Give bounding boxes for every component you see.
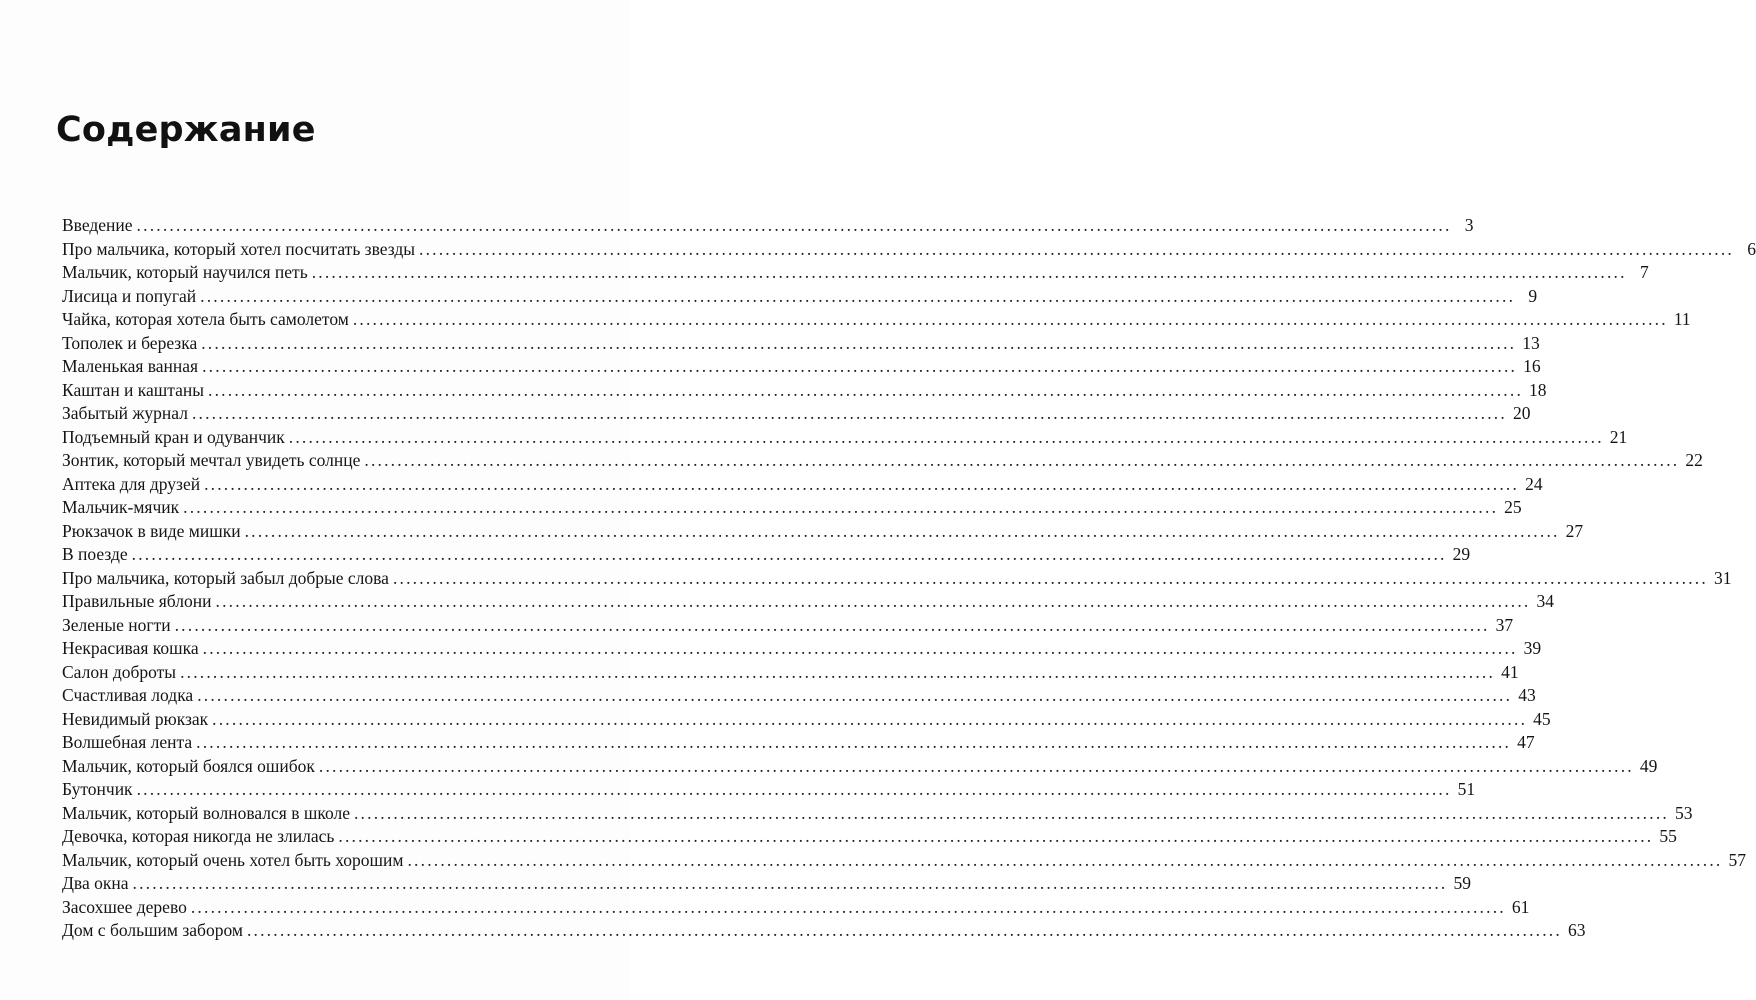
toc-entry-page-number: 61: [1511, 896, 1530, 917]
dot-leader: ........................................................................................................................................................................................................: [202, 638, 1518, 658]
toc-entry: [62, 520, 1584, 544]
toc-entry-title: Чайка, которая хотела быть самолетом: [62, 309, 349, 329]
toc-entry-page-number: 34: [1536, 591, 1554, 611]
toc-entry-page-number: 47: [1517, 732, 1535, 752]
toc-entry-title: Зонтик, который мечтал увидеть солнце: [62, 450, 361, 470]
toc-entry: [62, 379, 1547, 403]
dot-leader: ........................................................................................................................................................................................................: [191, 403, 1507, 423]
dot-leader: ........................................................................................................................................................................................................: [338, 826, 1654, 846]
toc-entry: [62, 849, 1746, 873]
dot-leader: ........................................................................................................................................................................................................: [202, 356, 1518, 376]
dot-leader: ........................................................................................................................................................................................................: [246, 920, 1562, 940]
toc-entry-page-number: 39: [1523, 638, 1542, 658]
toc-entry-title: Каштан и каштаны: [62, 379, 205, 400]
toc-entry-page-number: 7: [1639, 262, 1649, 282]
toc-entry: [62, 825, 1677, 849]
toc-entry: [62, 473, 1543, 497]
dot-leader: ........................................................................................................................................................................................................: [131, 544, 1447, 564]
dot-leader: ........................................................................................................................................................................................................: [288, 426, 1604, 447]
toc-entry: [62, 543, 1471, 567]
toc-entry: [62, 755, 1658, 779]
dot-leader: ........................................................................................................................................................................................................: [212, 708, 1528, 729]
toc-entry: [62, 684, 1536, 708]
toc-entry-title: Волшебная лента: [62, 732, 193, 752]
toc-entry: [62, 355, 1541, 379]
dot-leader: ........................................................................................................................................................................................................: [201, 332, 1517, 353]
toc-entry-title: Бутончик: [62, 779, 133, 799]
toc-entry: [62, 308, 1691, 332]
toc-entry: [62, 426, 1628, 450]
toc-entry-page-number: 24: [1525, 473, 1543, 494]
toc-entry-page-number: 18: [1529, 379, 1547, 400]
dot-leader: ........................................................................................................................................................................................................: [180, 661, 1496, 682]
page-title: Содержание: [56, 110, 316, 150]
toc-entry-page-number: 11: [1673, 309, 1691, 329]
toc-entry-title: Тополек и березка: [62, 332, 198, 353]
toc-entry-page-number: 63: [1567, 920, 1586, 940]
toc-entry-page-number: 59: [1453, 873, 1471, 893]
toc-entry: [62, 778, 1476, 802]
toc-entry-page-number: 53: [1674, 802, 1693, 823]
dot-leader: ........................................................................................................................................................................................................: [136, 215, 1452, 235]
toc-entry-title: Маленькая ванная: [62, 356, 199, 376]
toc-entry-title: Засохшее дерево: [62, 896, 187, 917]
dot-leader: ........................................................................................................................................................................................................: [353, 802, 1669, 823]
toc-entry-title: Салон доброты: [62, 661, 177, 682]
toc-entry-page-number: 25: [1504, 497, 1522, 517]
toc-entry-title: Забытый журнал: [62, 403, 188, 423]
toc-entry-title: Некрасивая кошка: [62, 638, 199, 658]
dot-leader: ........................................................................................................................................................................................................: [204, 473, 1520, 494]
toc-entry: [62, 661, 1519, 685]
dot-leader: ........................................................................................................................................................................................................: [352, 309, 1668, 329]
dot-leader: ........................................................................................................................................................................................................: [419, 238, 1734, 259]
dot-leader: ........................................................................................................................................................................................................: [190, 896, 1506, 917]
toc-entry-title: Про мальчика, который забыл добрые слова: [62, 567, 389, 588]
toc-entry: [62, 802, 1693, 826]
dot-leader: ........................................................................................................................................................................................................: [136, 779, 1452, 799]
toc-entry-title: Девочка, которая никогда не злилась: [62, 826, 335, 846]
table-of-contents: [62, 214, 1756, 943]
toc-entry-title: Правильные яблони: [62, 591, 212, 611]
toc-entry-page-number: 3: [1464, 215, 1474, 235]
toc-entry-page-number: 21: [1609, 426, 1628, 447]
dot-leader: ........................................................................................................................................................................................................: [183, 497, 1499, 517]
toc-entry: [62, 731, 1535, 755]
toc-entry: [62, 637, 1542, 661]
toc-entry-page-number: 29: [1452, 544, 1471, 564]
toc-entry-title: Мальчик, который научился петь: [62, 262, 308, 282]
dot-leader: ........................................................................................................................................................................................................: [208, 379, 1524, 400]
toc-entry-page-number: 43: [1518, 685, 1536, 705]
toc-entry-page-number: 37: [1495, 614, 1514, 635]
toc-entry-title: В поезде: [62, 544, 128, 564]
toc-entry-page-number: 20: [1512, 403, 1531, 423]
dot-leader: ........................................................................................................................................................................................................: [407, 849, 1723, 870]
dot-leader: ........................................................................................................................................................................................................: [196, 732, 1512, 752]
toc-entry-page-number: 27: [1565, 520, 1584, 541]
toc-entry-title: Лисица и попугай: [62, 285, 197, 306]
dot-leader: ........................................................................................................................................................................................................: [364, 450, 1680, 470]
dot-leader: ........................................................................................................................................................................................................: [311, 262, 1627, 282]
toc-entry: [62, 402, 1531, 426]
toc-entry-page-number: 16: [1523, 356, 1541, 376]
toc-entry: [62, 261, 1649, 285]
toc-entry: [62, 567, 1732, 591]
dot-leader: ........................................................................................................................................................................................................: [318, 755, 1634, 776]
toc-entry-page-number: 55: [1659, 826, 1677, 846]
toc-entry-title: Подъемный кран и одуванчик: [62, 426, 285, 447]
toc-entry-title: Рюкзачок в виде мишки: [62, 520, 241, 541]
dot-leader: ........................................................................................................................................................................................................: [392, 567, 1708, 588]
dot-leader: ........................................................................................................................................................................................................: [200, 285, 1516, 306]
toc-entry-page-number: 6: [1747, 238, 1756, 259]
toc-entry: [62, 614, 1514, 638]
toc-entry-title: Про мальчика, который хотел посчитать звезды: [62, 238, 415, 259]
toc-entry-title: Мальчик-мячик: [62, 497, 180, 517]
toc-entry: [62, 496, 1522, 520]
toc-entry-page-number: 22: [1685, 450, 1703, 470]
toc-entry: [62, 214, 1474, 238]
toc-entry-page-number: 41: [1501, 661, 1519, 682]
toc-entry-title: Дом с большим забором: [62, 920, 243, 940]
toc-entry-title: Мальчик, который волновался в школе: [62, 802, 350, 823]
toc-entry-title: Введение: [62, 215, 133, 235]
toc-entry: [62, 238, 1756, 262]
dot-leader: ........................................................................................................................................................................................................: [174, 614, 1490, 635]
dot-leader: ........................................................................................................................................................................................................: [132, 873, 1448, 893]
toc-entry-page-number: 57: [1728, 849, 1746, 870]
toc-entry-page-number: 13: [1522, 332, 1540, 353]
toc-entry: [62, 919, 1586, 943]
toc-entry: [62, 896, 1530, 920]
toc-entry-title: Мальчик, который боялся ошибок: [62, 755, 315, 776]
toc-entry-page-number: 9: [1528, 285, 1538, 306]
toc-entry: [62, 285, 1538, 309]
dot-leader: ........................................................................................................................................................................................................: [215, 591, 1531, 611]
toc-entry-page-number: 31: [1713, 567, 1732, 588]
toc-entry-title: Невидимый рюкзак: [62, 708, 209, 729]
toc-entry-page-number: 49: [1639, 755, 1658, 776]
toc-entry: [62, 872, 1471, 896]
toc-entry-title: Мальчик, который очень хотел быть хорошим: [62, 849, 404, 870]
toc-entry: [62, 332, 1540, 356]
toc-entry-title: Два окна: [62, 873, 129, 893]
dot-leader: ........................................................................................................................................................................................................: [244, 520, 1560, 541]
toc-entry-title: Счастливая лодка: [62, 685, 194, 705]
toc-entry-page-number: 51: [1457, 779, 1476, 799]
toc-entry-title: Аптека для друзей: [62, 473, 201, 494]
toc-entry-title: Зеленые ногти: [62, 614, 171, 635]
toc-entry-page-number: 45: [1533, 708, 1551, 729]
dot-leader: ........................................................................................................................................................................................................: [197, 685, 1513, 705]
toc-entry: [62, 590, 1554, 614]
toc-entry: [62, 449, 1703, 473]
toc-entry: [62, 708, 1551, 732]
